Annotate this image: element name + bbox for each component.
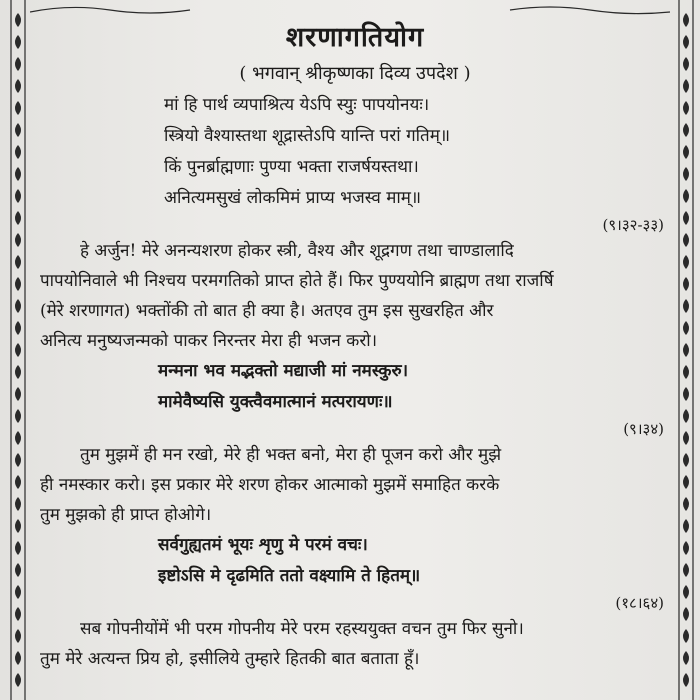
border-flourish [15, 211, 21, 225]
border-flourish [15, 453, 21, 467]
border-flourish [683, 387, 689, 401]
border-flourish [683, 585, 689, 599]
verse-line: किं पुनर्ब्राह्मणाः पुण्या भक्ता राजर्षयस्तथा। [164, 157, 419, 177]
border-flourish [15, 321, 21, 335]
border-flourish [683, 123, 689, 137]
border-flourish [15, 365, 21, 379]
border-flourish [15, 101, 21, 115]
paragraph-line: हे अर्जुन! मेरे अनन्यशरण होकर स्त्री, वैश्य और शूद्रगण तथा चाण्डालादि [80, 241, 514, 261]
border-flourish [15, 255, 21, 269]
paragraph-line: तुम मुझमें ही मन रखो, मेरे ही भक्त बनो, मेरा ही पूजन करो और मुझे [80, 445, 502, 465]
verse-line: इष्टोऽसि मे दृढमिति ततो वक्ष्यामि ते हितम्॥ [158, 566, 421, 586]
paragraph-line: सब गोपनीयोंमें भी परम गोपनीय मेरे परम रहस्ययुक्त वचन तुम फिर सुनो। [80, 619, 524, 639]
border-flourish [683, 343, 689, 357]
verse-line: स्त्रियो वैश्यास्तथा शूद्रास्तेऽपि यान्ति परां गतिम्॥ [164, 126, 451, 146]
border-flourish [683, 541, 689, 555]
verse-block-1 [164, 90, 604, 214]
border-flourish [15, 651, 21, 665]
border-flourish [15, 79, 21, 93]
border-flourish [15, 541, 21, 555]
border-flourish [683, 79, 689, 93]
border-flourish [15, 607, 21, 621]
border-flourish [683, 365, 689, 379]
border-flourish [15, 387, 21, 401]
page-subtitle: ( भगवान् श्रीकृष्णका दिव्य उपदेश ) [239, 63, 471, 84]
border-flourish [15, 189, 21, 203]
border-flourish [683, 189, 689, 203]
right-decorative-border [676, 0, 696, 700]
border-flourish [683, 145, 689, 159]
page-title: शरणागतियोग [285, 22, 425, 53]
verse-line: मामेवैष्यसि युक्त्वैवमात्मानं मत्परायणः॥ [158, 392, 393, 412]
border-flourish [15, 233, 21, 247]
verse-block-2 [158, 356, 618, 418]
border-flourish [683, 255, 689, 269]
border-flourish [15, 35, 21, 49]
border-flourish [15, 475, 21, 489]
verse-line: अनित्यमसुखं लोकमिमं प्राप्य भजस्व माम्॥ [164, 188, 422, 208]
border-flourish [15, 431, 21, 445]
border-flourish [683, 673, 689, 687]
paragraph-line: पापयोनिवाले भी निश्चय परमगतिको प्राप्त होते हैं। फिर पुण्ययोनि ब्राह्मण तथा राजर्षि [40, 271, 554, 291]
verse-reference: (१८।६४) [615, 594, 664, 612]
border-flourish [683, 57, 689, 71]
border-flourish [683, 497, 689, 511]
border-flourish [683, 607, 689, 621]
border-flourish [683, 519, 689, 533]
border-flourish [683, 35, 689, 49]
border-flourish [683, 409, 689, 423]
border-flourish [15, 629, 21, 643]
top-decorative-border [30, 2, 670, 16]
translation-paragraph-2 [40, 440, 670, 530]
verse-line: मां हि पार्थ व्यपाश्रित्य येऽपि स्युः पापयोनयः। [164, 95, 430, 115]
paragraph-line: तुम मेरे अत्यन्त प्रिय हो, इसीलिये तुम्हारे हितकी बात बताता हूँ। [40, 649, 420, 669]
border-flourish [15, 277, 21, 291]
paragraph-line: (मेरे शरणागत) भक्तोंकी तो बात ही क्या है। अतएव तुम इस सुखरहित और [40, 301, 494, 321]
border-flourish [683, 167, 689, 181]
page-content [40, 18, 670, 674]
border-flourish [683, 629, 689, 643]
verse-line: मन्मना भव मद्भक्तो मद्याजी मां नमस्कुरु। [158, 361, 409, 381]
border-flourish [683, 475, 689, 489]
border-flourish [15, 57, 21, 71]
translation-paragraph-1 [40, 236, 670, 356]
verse-block-3 [158, 530, 618, 592]
border-flourish [683, 431, 689, 445]
paragraph-line: तुम मुझको ही प्राप्त होओगे। [40, 505, 212, 525]
border-flourish [15, 167, 21, 181]
border-flourish [15, 13, 21, 27]
border-flourish [683, 651, 689, 665]
verse-reference: (९।३४) [623, 420, 664, 438]
border-flourish [15, 497, 21, 511]
border-flourish [683, 321, 689, 335]
border-flourish [683, 211, 689, 225]
border-flourish [683, 563, 689, 577]
border-flourish [683, 453, 689, 467]
border-flourish [15, 299, 21, 313]
border-flourish [15, 563, 21, 577]
border-flourish [15, 673, 21, 687]
border-flourish [683, 277, 689, 291]
border-flourish [15, 585, 21, 599]
paragraph-line: अनित्य मनुष्यजन्मको पाकर निरन्तर मेरा ही भजन करो। [40, 331, 378, 351]
left-decorative-border [8, 0, 28, 700]
border-flourish [15, 123, 21, 137]
border-flourish [683, 101, 689, 115]
translation-paragraph-3 [40, 614, 670, 674]
border-flourish [683, 233, 689, 247]
verse-reference: (९।३२-३३) [602, 216, 664, 234]
border-flourish [15, 519, 21, 533]
paragraph-line: ही नमस्कार करो। इस प्रकार मेरे शरण होकर आत्माको मुझमें समाहित करके [40, 475, 500, 495]
border-flourish [683, 299, 689, 313]
verse-line: सर्वगुह्यतमं भूयः शृणु मे परमं वचः। [158, 535, 368, 555]
border-flourish [15, 409, 21, 423]
border-flourish [15, 343, 21, 357]
border-flourish [15, 145, 21, 159]
border-flourish [683, 13, 689, 27]
